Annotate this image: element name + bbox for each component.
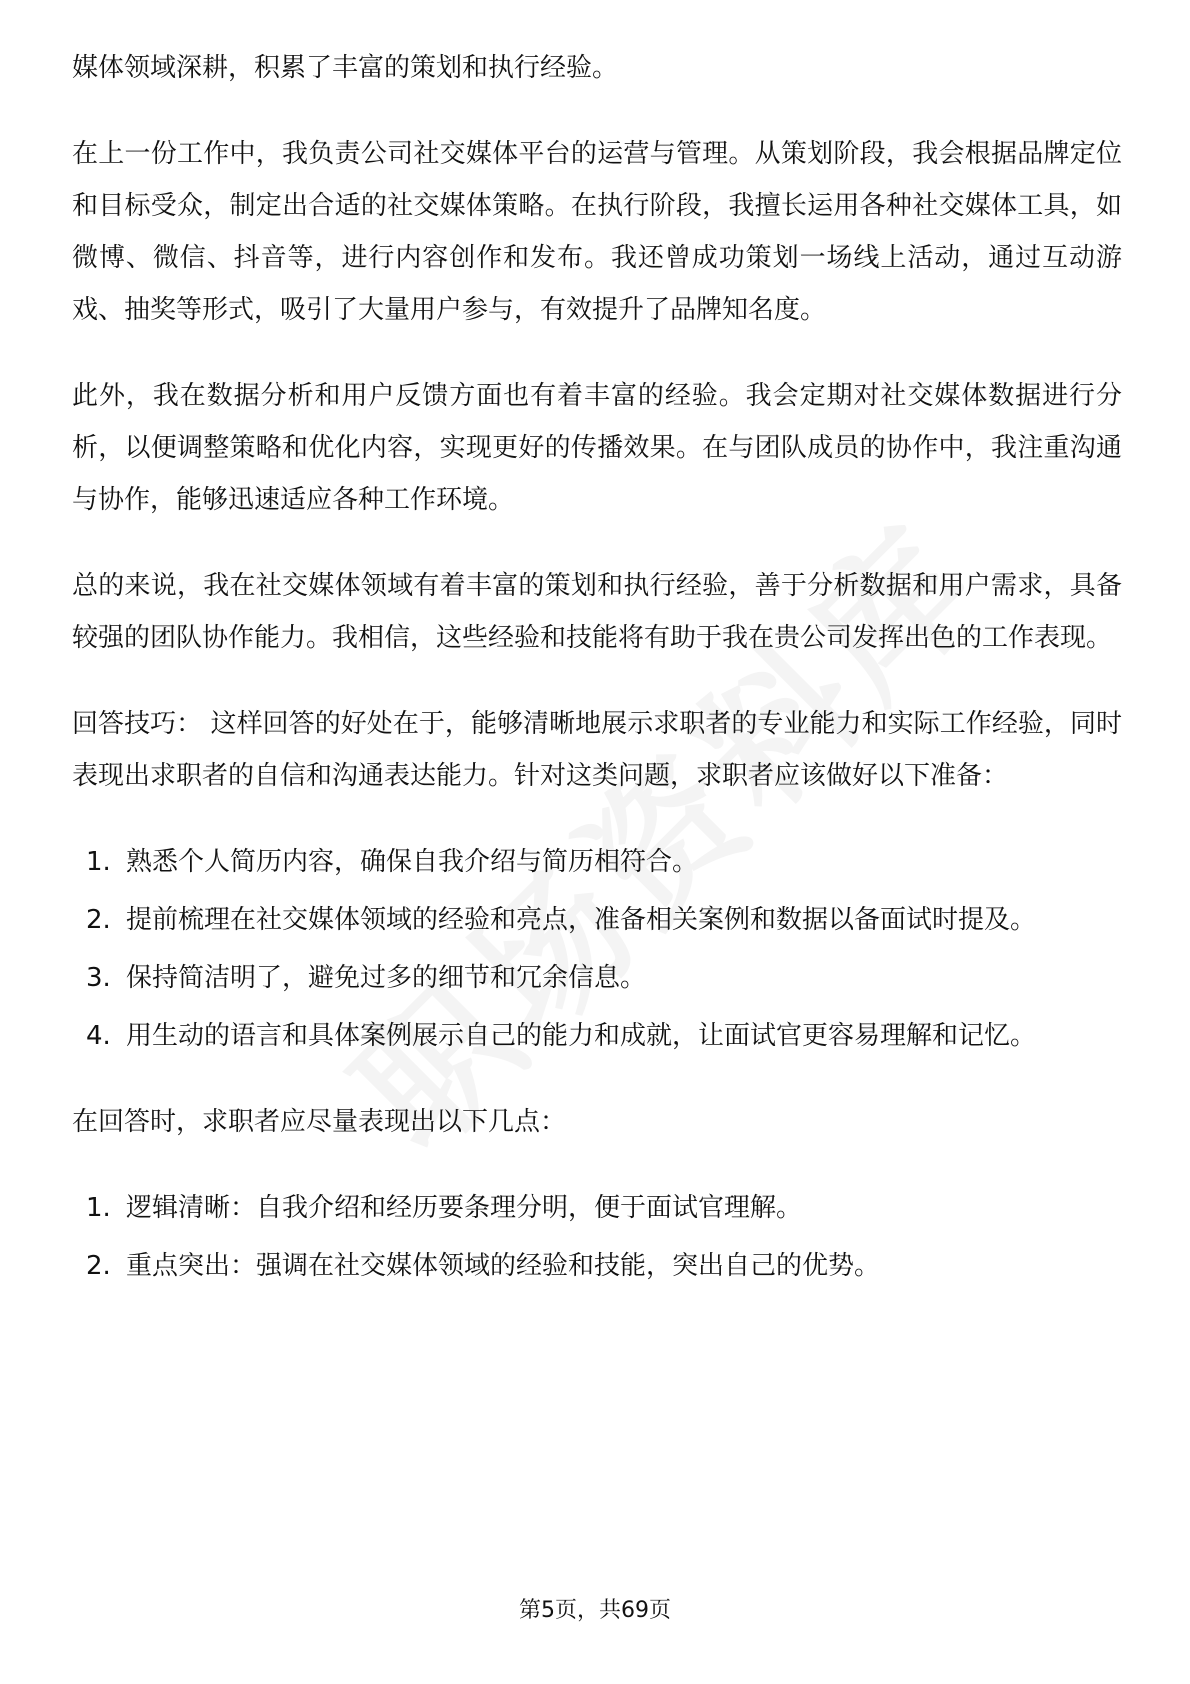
list-item [72, 952, 1122, 1004]
list-item-number: 1. [86, 1193, 111, 1223]
list-item-text: 熟悉个人简历内容，确保自我介绍与简历相符合。 [126, 847, 699, 877]
paragraph-previous-job: 在上一份工作中，我负责公司社交媒体平台的运营与管理。从策划阶段，我会根据品牌定位和目标受众，制定出合适的社交媒体策略。在执行阶段，我擅长运用各种社交媒体工具，如微博、微信、抖音等，进行内容创作和发布。我还曾成功策划一场线上活动，通过互动游戏、抽奖等形式，吸引了大量用户参与，有效提升了品牌知名度。 [72, 139, 1122, 325]
list-item-number: 1. [86, 847, 111, 877]
list-item-number: 2. [86, 1251, 111, 1281]
list-item-text: 逻辑清晰：自我介绍和经历要条理分明，便于面试官理解。 [126, 1193, 803, 1223]
list-item-text: 保持简洁明了，避免过多的细节和冗余信息。 [126, 963, 647, 993]
list-item [72, 894, 1122, 946]
list-item [72, 1010, 1122, 1062]
list-item [72, 1240, 1122, 1292]
page-number-footer: 第5页，共69页 [519, 1598, 671, 1623]
list-item-number: 2. [86, 905, 111, 935]
paragraph-answer-points: 在回答时，求职者应尽量表现出以下几点： [72, 1107, 567, 1137]
list-item-number: 3. [86, 963, 111, 993]
list-item-number: 4. [86, 1021, 111, 1051]
list-item-text: 用生动的语言和具体案例展示自己的能力和成就，让面试官更容易理解和记忆。 [126, 1021, 1037, 1051]
paragraph-answer-tips: 回答技巧： 这样回答的好处在于，能够清晰地展示求职者的专业能力和实际工作经验，同时表现出求职者的自信和沟通表达能力。针对这类问题，求职者应该做好以下准备： [72, 709, 1122, 791]
list-item [72, 836, 1122, 888]
list-item-text: 重点突出：强调在社交媒体领域的经验和技能，突出自己的优势。 [126, 1251, 881, 1281]
page-content [72, 42, 1122, 1292]
list-item-text: 提前梳理在社交媒体领域的经验和亮点，准备相关案例和数据以备面试时提及。 [126, 905, 1037, 935]
paragraph-summary: 总的来说，我在社交媒体领域有着丰富的策划和执行经验，善于分析数据和用户需求，具备较强的团队协作能力。我相信，这些经验和技能将有助于我在贵公司发挥出色的工作表现。 [72, 571, 1122, 653]
answer-points-list [72, 1182, 1122, 1292]
paragraph-data-analysis: 此外，我在数据分析和用户反馈方面也有着丰富的经验。我会定期对社交媒体数据进行分析，以便调整策略和优化内容，实现更好的传播效果。在与团队成员的协作中，我注重沟通与协作，能够迅速适应各种工作环境。 [72, 381, 1122, 515]
list-item [72, 1182, 1122, 1234]
preparation-list [72, 836, 1122, 1062]
paragraph-intro-continued: 媒体领域深耕，积累了丰富的策划和执行经验。 [72, 53, 619, 83]
